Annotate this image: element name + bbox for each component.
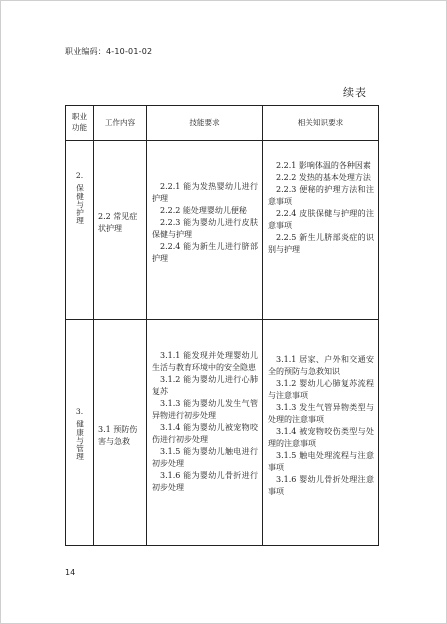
- continued-label: 续表: [343, 86, 367, 99]
- knowledge-item: 3.1.5 触电处理流程与注意事项: [268, 451, 374, 472]
- knowledge-item: 2.2.4 皮肤保健与护理的注意事项: [268, 209, 374, 230]
- header-function-line1: 职业 功能: [71, 112, 88, 132]
- column-divider: [262, 106, 263, 545]
- occupation-code: 职业编码：4-10-01-02: [65, 47, 153, 56]
- row1-function-num: 2.: [75, 171, 84, 180]
- knowledge-item: 3.1.6 婴幼儿骨折处理注意事项: [268, 475, 374, 496]
- row1-knowledge: [268, 160, 374, 256]
- knowledge-item: 3.1.2 婴幼儿心肺复苏流程与注意事项: [268, 379, 374, 400]
- header-function: [66, 111, 93, 133]
- column-divider: [146, 106, 147, 545]
- row2-function-num: 3.: [75, 407, 84, 416]
- header-content: 工作内容: [104, 118, 136, 127]
- knowledge-item: 2.2.3 便秘的护理方法和注意事项: [268, 185, 374, 206]
- skill-item: 3.1.1 能发现并处理婴幼儿生活与教育环境中的安全隐患: [152, 351, 258, 372]
- skill-item: 3.1.2 能为婴幼儿进行心肺复苏: [152, 375, 258, 396]
- knowledge-item: 3.1.4 被宠物咬伤类型与处理的注意事项: [268, 427, 374, 448]
- skill-item: 2.2.2 能处理婴幼儿便秘: [160, 206, 247, 215]
- skill-item: 3.1.3 能为婴幼儿发生气管异物进行初步处理: [152, 399, 258, 420]
- row1-function: [66, 170, 93, 225]
- column-divider: [93, 106, 94, 545]
- header-skills: 技能要求: [189, 118, 220, 127]
- knowledge-item: 3.1.1 居家、户外和交通安全的预防与急救知识: [268, 355, 374, 376]
- page-number: 14: [65, 568, 76, 577]
- skill-item: 3.1.5 能为婴幼儿触电进行初步处理: [152, 447, 258, 468]
- row2-content: 3.1 预防伤害与急救: [98, 425, 138, 446]
- knowledge-item: 2.2.5 新生儿脐部炎症的识别与护理: [268, 233, 374, 254]
- header-divider: [66, 140, 378, 141]
- row2-function-text: 健康与管理: [75, 420, 85, 461]
- skill-item: 2.2.1 能为发热婴幼儿进行护理: [152, 182, 258, 203]
- skill-item: 3.1.4 能为婴幼儿被宠物咬伤进行初步处理: [152, 423, 258, 444]
- row1-skills: [152, 181, 258, 265]
- row1-content: 2.2 常见症状护理: [98, 212, 138, 233]
- skill-item: 3.1.6 能为婴幼儿骨折进行初步处理: [152, 471, 258, 492]
- knowledge-item: 2.2.1 影响体温的各种因素: [276, 161, 371, 170]
- row2-function: [66, 406, 93, 461]
- knowledge-item: 3.1.3 发生气管异物类型与处理的注意事项: [268, 403, 374, 424]
- row2-skills: [152, 350, 258, 494]
- skills-table: [65, 105, 379, 546]
- skill-item: 2.2.3 能为婴幼儿进行皮肤保健与护理: [152, 218, 258, 239]
- knowledge-item: 2.2.2 发热的基本处理方法: [276, 173, 371, 182]
- row1-function-text: 保健与护理: [75, 184, 85, 225]
- skill-item: 2.2.4 能为新生儿进行脐部护理: [152, 242, 258, 263]
- row2-knowledge: [268, 354, 374, 498]
- row-divider: [66, 319, 378, 320]
- header-knowledge: 相关知识要求: [297, 118, 344, 127]
